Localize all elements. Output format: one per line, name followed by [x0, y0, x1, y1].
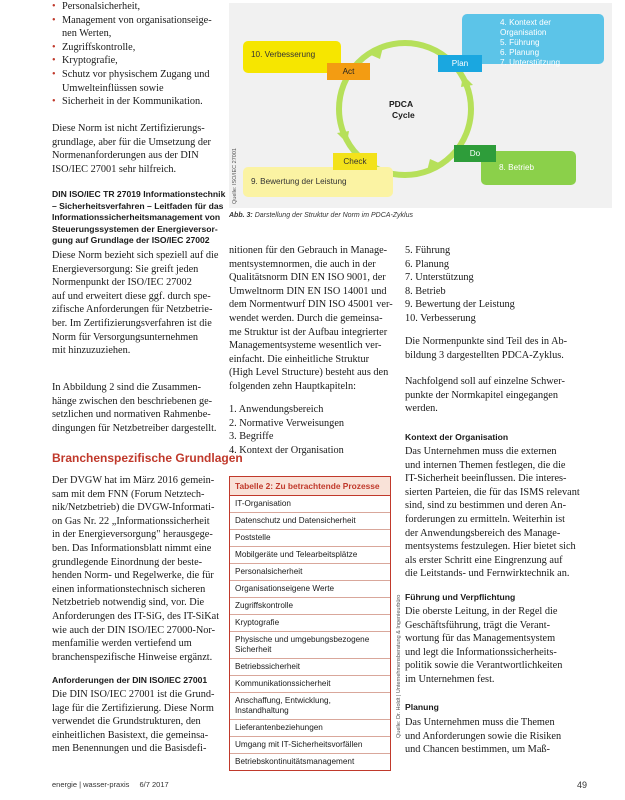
figure-caption-label: Abb. 3: [229, 212, 253, 219]
col1-para3-line: dingungen für Netzbetreiber dargestellt. [52, 422, 217, 434]
process-table [229, 476, 391, 771]
col3-para3-line: forderungen zu ermitteln. Weiterhin ist [405, 513, 565, 525]
box-betrieb-text: 8. Betrieb [499, 163, 535, 172]
col1-para4-line: nik/Netzbetrieb) die DVGW-Informati- [52, 502, 215, 514]
column3-paragraph-2 [405, 375, 585, 416]
col3-para3-line: sind, sind zu bestimmen und deren An- [405, 500, 567, 512]
bullet-item-line: nen Werten, [62, 28, 112, 40]
col3-para3-line: sierten Parteien, die für das ISMS relevant [405, 486, 580, 498]
col1-para4-line: Netzbetrieb notwendig sind, vor. Die [52, 597, 205, 609]
col1-para1-line: ISO/IEC 27001 sehr hilfreich. [52, 163, 177, 175]
process-table-row: Datenschutz und Datensicherheit [230, 513, 390, 530]
col3-para5-line: und Anforderungen sowie die Risiken [405, 730, 562, 742]
process-table-row: Personalsicherheit [230, 564, 390, 581]
col2-para1-line: Qualitätsnorm DIN EN ISO 9001, der [229, 272, 386, 284]
col3-para5-line: Das Unternehmen muss die Themen [405, 717, 555, 728]
column1-paragraph-4 [52, 474, 222, 664]
context-line-3: 6. Planung [500, 48, 540, 57]
check-label: Check [333, 153, 377, 170]
column3-paragraph-3 [405, 445, 585, 581]
col2-list-line: 4. Kontext der Organisation [229, 444, 344, 456]
col1-para4-line: Der DVGW hat im März 2016 gemein- [52, 475, 215, 486]
col1-para4-line: on Gas Nr. 22 „Informationssicherheit [52, 515, 210, 527]
box-bewertung [243, 167, 393, 197]
col1-para2-line: auf und erweitert diese ggf. durch spe- [52, 290, 211, 302]
col1-para2-line: zifische Anforderungen für Netzbetrie- [52, 304, 213, 316]
col3-para4-line: und legt die Informationssicherheits- [405, 646, 557, 658]
col3-para4-line: wortung für das Managementsystem [405, 633, 556, 645]
col3-para3-line: mentsystems festzulegen. Hier bietet sich [405, 541, 576, 553]
section-title-branchenspezifisch: Branchenspezifische Grundlagen [52, 451, 243, 465]
box-bewertung-text: 9. Bewertung der Leistung [251, 177, 347, 186]
bullet-item-line: • Personalsicherheit, [62, 1, 141, 12]
context-line-1: 4. Kontext der Organisation [500, 18, 551, 37]
col1-para4-line: einen informationstechnisch sicheren [52, 583, 206, 595]
box-context [462, 14, 604, 67]
bullet-item [52, 95, 222, 109]
col1-para5-line: einheitlichen Basistext, die gemeinsa- [52, 729, 209, 741]
col1-para2-line: mit hinzuzuziehen. [52, 345, 131, 357]
column3-subhead-kontext: Kontext der Organisation [405, 432, 509, 442]
col3-para2-line: Nachfolgend soll auf einzelne Schwer- [405, 376, 565, 387]
column3-chapter-list [405, 244, 585, 326]
plan-label: Plan [438, 55, 482, 72]
context-line-2: 5. Führung [500, 38, 540, 47]
col1-para1-line: grundlage, aber für die Umsetzung der [52, 136, 211, 148]
column3-subhead-planung: Planung [405, 702, 439, 712]
col1-para2-line: Diese Norm bezieht sich speziell auf die [52, 250, 219, 261]
column1-subhead-tr27019 [52, 189, 224, 247]
process-table-row: Kommunikationssicherheit [230, 676, 390, 693]
col1-para2-line: Norm für Versorgungsunternehmen [52, 331, 199, 343]
col3-para1-line: bildung 3 dargestellten PDCA-Zyklus. [405, 349, 564, 361]
cycle-arrow-3 [337, 131, 349, 143]
bullet-item-line: • Kryptografie, [62, 55, 118, 67]
col2-list-line: 1. Anwendungsbereich [229, 404, 324, 415]
process-table-row: Betriebssicherheit [230, 659, 390, 676]
footer-page-number: 49 [577, 780, 588, 790]
box-verbesserung-text: 10. Verbesserung [251, 50, 316, 59]
process-table-row: Mobilgeräte und Telearbeitsplätze [230, 547, 390, 564]
col2-para1-line: Managementsysteme wesentlich ver- [229, 340, 382, 352]
col1-para4-line: wie auch der DIN ISO/IEC 27000-Nor- [52, 624, 216, 636]
col1-para3-line: setzlichen und normativen Rahmenbe- [52, 409, 211, 421]
process-table-row: Anschaffung, Entwicklung, Instandhaltung [230, 693, 390, 720]
col3-para4-line: politik sowie die Verantwortlichkeiten [405, 660, 563, 672]
footer-issue: 6/7 2017 [139, 780, 169, 789]
process-table-row: Lieferantenbeziehungen [230, 720, 390, 737]
col1-para1-line: Diese Norm ist nicht Zertifizierungs- [52, 123, 205, 134]
col1-para3-line: In Abbildung 2 sind die Zusammen- [52, 382, 202, 393]
bullet-item-line: • Zugriffskontrolle, [62, 41, 136, 53]
col3-para3-line: der Anwendungsbereich des Manage- [405, 527, 561, 539]
col1-para4-line: branchenspezifische Hinweise ergänzt. [52, 651, 213, 663]
cycle-arrow-1 [461, 75, 473, 87]
col2-para1-line: folgenden zehn Hauptkapiteln: [229, 380, 356, 392]
column1-bullet-list [52, 0, 222, 109]
table-source: Quelle: Dr. Holdt | Unternehmensberatung & Ingenieurbüro [396, 594, 402, 738]
column1-paragraph-1 [52, 122, 222, 176]
bullet-item [52, 14, 222, 41]
col3-para4-line: im Unternehmen fest. [405, 673, 495, 685]
column1-paragraph-3 [52, 381, 222, 435]
do-label: Do [454, 145, 496, 162]
col3-para5-line: und Chancen bestimmen, um Maß- [405, 744, 550, 756]
col1-para2-line: Energieversorgung: Sie greift jeden [52, 263, 199, 275]
col1-subhead1-line: Informationssicherheitsmanagement von [52, 212, 221, 222]
process-table-row: Betriebskontinuitätsmanagement [235, 757, 355, 766]
col1-subhead1-line: gung auf Grundlage der ISO/IEC 27002 [52, 235, 210, 245]
col2-para1-line: mentsystemnormen, die auch in der [229, 258, 376, 270]
process-table-title: Tabelle 2: Zu betrachtende Prozesse [230, 477, 390, 496]
bullet-item [52, 0, 222, 14]
col1-para4-line: ben. Das Informationsblatt nimmt eine [52, 542, 212, 554]
bullet-item [52, 54, 222, 68]
col2-para1-line: nitionen für den Gebrauch in Manage- [229, 245, 388, 256]
figure-caption-text: Darstellung der Struktur der Norm im PDCA-Zyklus [254, 212, 414, 219]
bullet-item [52, 68, 222, 95]
col3-list-line: 7. Unterstützung [405, 272, 474, 284]
col1-subhead1-line: Steuerungssystemen der Energieversor- [52, 223, 218, 234]
col1-para2-line: Normenpunkt der ISO/IEC 27002 [52, 277, 192, 289]
column3-paragraph-5 [405, 716, 585, 757]
column1-paragraph-5 [52, 688, 222, 756]
box-context-lines [462, 14, 604, 68]
bullet-item-line: • Management von organisationseige- [62, 14, 212, 26]
col3-para3-line: die Leitstands- und Fernwirktechnik an. [405, 568, 570, 580]
col1-subhead1-line: DIN ISO/IEC TR 27019 Informationstechnik [52, 189, 226, 199]
bullet-item [52, 41, 222, 55]
process-table-row: Poststelle [230, 530, 390, 547]
col2-list-line: 2. Normative Verweisungen [229, 417, 345, 429]
column1-subhead-27001: Anforderungen der DIN ISO/IEC 27001 [52, 675, 208, 685]
pdca-figure [229, 3, 612, 208]
col3-para4-line: Geschäftsführung, trägt die Verant- [405, 619, 551, 631]
process-table-row: Zugriffskontrolle [230, 598, 390, 615]
col2-list-line: 3. Begriffe [229, 431, 274, 443]
process-table-body [230, 496, 390, 770]
col2-para1-line: wendet werden. Durch die gemeinsa- [229, 312, 383, 324]
process-table-row: IT-Organisation [230, 496, 390, 513]
col3-list-line: 8. Betrieb [405, 285, 446, 297]
col1-para2-line: ber. Im Zertifizierungsverfahren ist die [52, 317, 212, 329]
footer-publication-name: energie | wasser-praxis [52, 780, 130, 789]
figure-source: Quelle: ISO/IEC 27001 [232, 148, 238, 204]
col1-subhead1-line: – Sicherheitsverfahren – Leitfaden für das [52, 200, 224, 211]
bullet-item-line: Umwelteinflüssen sowie [62, 82, 164, 94]
column2-paragraph-1 [229, 244, 399, 394]
column1-paragraph-2 [52, 249, 222, 358]
pdca-center-sub: Cycle [392, 110, 415, 120]
column2-chapter-list [229, 403, 399, 457]
bullet-item-line: • Schutz vor physischem Zugang und [62, 68, 210, 80]
col1-para4-line: Anforderungen des IT-SiG, des IT-SiKat [52, 610, 220, 622]
col3-list-line: 5. Führung [405, 245, 451, 256]
act-label: Act [327, 63, 370, 80]
col3-list-line: 10. Verbesserung [405, 312, 476, 324]
col1-para1-line: Normenanforderungen aus der DIN [52, 150, 199, 162]
col3-para4-line: Die oberste Leitung, in der Regel die [405, 606, 558, 617]
col3-para2-line: punkte der Normkapitel eingegangen [405, 389, 558, 401]
column3-paragraph-1 [405, 335, 585, 362]
col1-para5-line: lage für die Zertifizierung. Diese Norm [52, 702, 214, 714]
col3-para1-line: Die Normenpunkte sind Teil des in Ab- [405, 336, 568, 347]
process-table-row: Organisationseigene Werte [230, 581, 390, 598]
col3-para2-line: werden. [405, 403, 438, 415]
col3-para3-line: Das Unternehmen muss die externen [405, 446, 557, 457]
col2-para1-line: einfacht. Die einheitliche Struktur [229, 353, 370, 365]
process-table-row: Physische und umgebungsbezogene Sicherheit [230, 632, 390, 659]
process-table-row: Kryptografie [230, 615, 390, 632]
col1-para3-line: hänge zwischen den beschriebenen ge- [52, 395, 213, 407]
col2-para1-line: Umweltnorm DIN EN ISO 14001 und [229, 285, 387, 297]
col2-para1-line: dem Normentwurf DIN ISO 45001 ver- [229, 299, 393, 311]
col1-para5-line: Die DIN ISO/IEC 27001 ist die Grund- [52, 689, 215, 700]
context-line-4: 7. Unterstützung [500, 58, 561, 67]
col1-para4-line: grundlegende Einordnung der beste- [52, 556, 203, 568]
column3-subhead-fuehrung: Führung und Verpflichtung [405, 592, 516, 602]
col1-para5-line: verwendet die Grundstrukturen, den [52, 716, 201, 728]
pdca-center-title: PDCA [389, 99, 414, 109]
col1-para4-line: henden Norm- und Regelwerke, die für [52, 570, 214, 582]
col3-para3-line: und internen Themen festlegen, die die [405, 459, 566, 471]
col2-para1-line: (High Level Structure) besteht aus den [229, 367, 389, 379]
col3-para3-line: als erster Schritt eine Eingrenzung auf [405, 554, 563, 566]
figure-caption [229, 212, 413, 219]
col1-para4-line: menfamilie werden vertiefend um [52, 638, 192, 650]
col3-list-line: 9. Bewertung der Leistung [405, 299, 515, 311]
process-table-row: Umgang mit IT-Sicherheitsvorfällen [230, 737, 390, 754]
column3-paragraph-4 [405, 605, 585, 687]
col1-para4-line: sam mit dem FNN (Forum Netztech- [52, 488, 205, 500]
col2-para1-line: me Struktur ist der Aufbau integrierter [229, 326, 388, 338]
col3-para3-line: IT-Sicherheit beeinflussen. Die interes- [405, 473, 567, 485]
col3-list-line: 6. Planung [405, 258, 450, 270]
bullet-item-line: • Sicherheit in der Kommunikation. [62, 96, 203, 108]
footer-publication [52, 780, 169, 789]
col1-para5-line: men Benennungen und die Basisdefi- [52, 743, 207, 755]
col1-para4-line: in der Energieversorgung" herausgege- [52, 529, 213, 541]
